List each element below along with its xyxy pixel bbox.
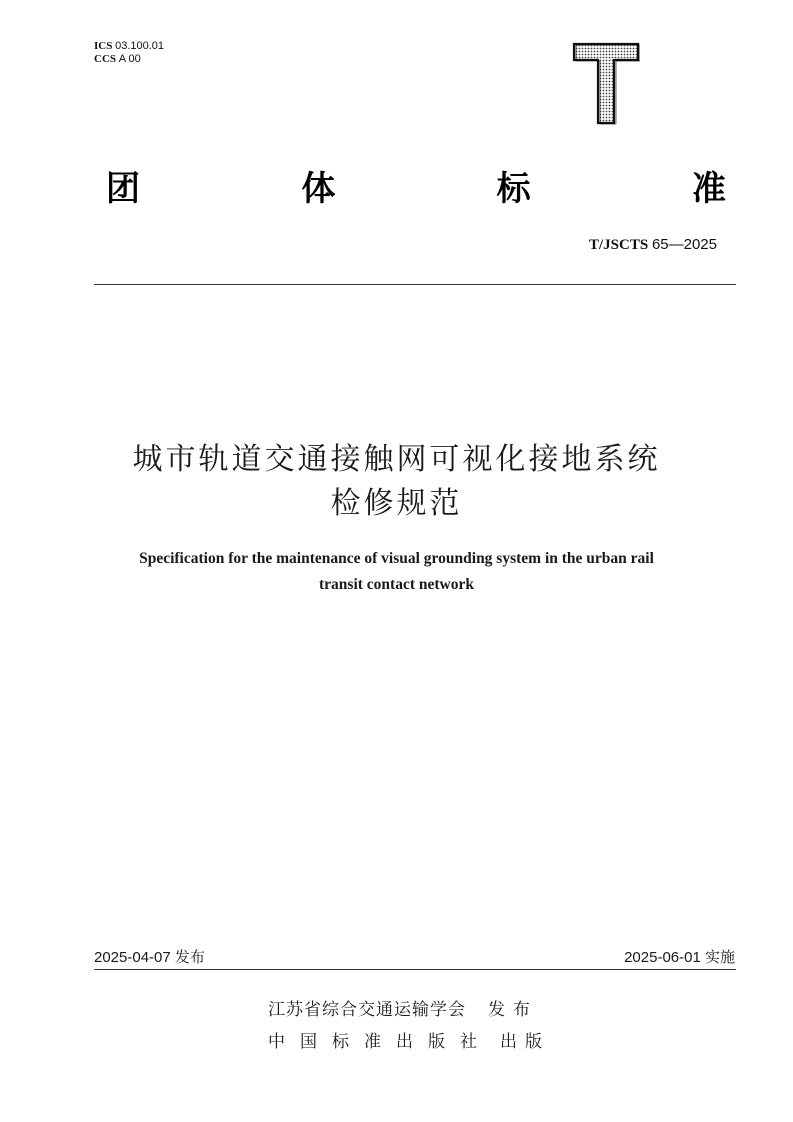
ccs-value: A 00 <box>118 53 141 65</box>
implement-date: 2025-06-01 实施 <box>624 949 735 966</box>
issuer-press <box>268 1027 550 1052</box>
issuer-action: 发布 <box>488 1000 538 1020</box>
ccs-label: CCS <box>94 53 117 65</box>
title-zh-line2: 检修规范 <box>330 486 463 521</box>
title-zh-line1: 城市轨道交通接触网可视化接地系统 <box>132 442 661 477</box>
ics-label: ICS <box>94 40 113 52</box>
t-logo-icon <box>572 41 640 125</box>
classification-codes <box>94 40 164 66</box>
title-en-line1: Specification for the maintenance of visual grounding system in the urban rail <box>139 550 654 567</box>
standard-t-logo <box>572 41 640 125</box>
standard-code-prefix: T/JSCTS <box>588 237 649 253</box>
ics-line <box>94 40 164 53</box>
issuer-name: 江苏省综合交通运输学会 <box>268 1000 466 1020</box>
standard-code-number: 65—2025 <box>651 236 717 253</box>
standard-type-heading <box>106 160 726 210</box>
standard-type-char: 体 <box>301 168 336 209</box>
standard-code <box>589 236 717 254</box>
issuer-action: 出版 <box>500 1032 550 1052</box>
issuer-publisher <box>268 995 538 1020</box>
title-en-line2: transit contact network <box>319 576 474 593</box>
standard-type-char: 准 <box>691 168 726 209</box>
ics-value: 03.100.01 <box>115 40 165 52</box>
top-divider <box>94 284 736 285</box>
bottom-divider <box>94 969 736 970</box>
publish-date: 2025-04-07 发布 <box>94 949 205 966</box>
standard-type-char: 团 <box>106 168 140 209</box>
ccs-line <box>94 53 164 66</box>
standard-type-char: 标 <box>496 168 531 209</box>
issuer-name: 中国标准出版社 <box>268 1032 492 1052</box>
